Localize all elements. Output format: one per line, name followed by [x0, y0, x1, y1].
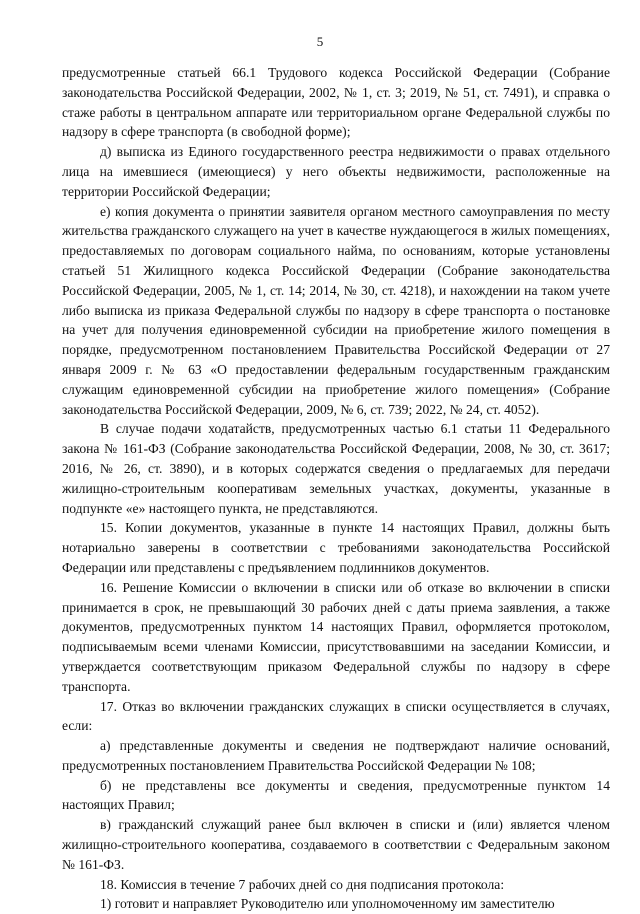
paragraph-16: 16. Решение Комиссии о включении в списки или об отказе во включении в списки принимается в срок, не превышающий 30 рабочих дней с даты приема заявления, а также документов, предусмотренных пунктом 14 настоящих Правил, оформляется протоколом, подписываемым всеми членами Комиссии, присутствовавшими на заседании Комиссии, и утверждается соответствующим приказом Федеральной службы по надзору в сфере транспорта.: [62, 579, 610, 694]
paragraph-17-v: в) гражданский служащий ранее был включен в списки и (или) является членом жилищно-строительного кооператива, создаваемого в соответствии с Федеральным законом № 161-ФЗ.: [62, 817, 610, 872]
paragraph-item-d: д) выписка из Единого государственного реестра недвижимости о правах отдельного лица на имевшиеся (имеющиеся) у него объекты недвижимости, расположенные на территории Российской Федерации;: [62, 144, 610, 199]
paragraph-item-e: е) копия документа о принятии заявителя органом местного самоуправления по месту жительства гражданского служащего на учет в качестве нуждающегося в жилых помещениях, предоставляемых по договорам социального найма, по основаниям, которые установлены статьей 51 Жилищного кодекса Российской Федерации (Собрание законодательства Российской Федерации, 2005, № 1, ст. 14; 2014, № 30, ст. 4218), и нахождении на таком учете либо выписка из приказа Федеральной службы по надзору в сфере транспорта о постановке на учет для получения единовременной субсидии на приобретение жилого помещения в порядке, предусмотренном постановлением Правительства Российской Федерации от 27 января 2009 г. № 63 «О предоставлении федеральным государственным гражданским служащим единовременной субсидии на приобретение жилого помещения» (Собрание законодательства Российской Федерации, 2009, № 6, ст. 739; 2022, № 24, ст. 4052).: [62, 203, 610, 417]
page-number: 5: [316, 34, 324, 49]
paragraph-18: 18. Комиссия в течение 7 рабочих дней со дня подписания протокола:: [100, 876, 505, 892]
paragraph-petitions: В случае подачи ходатайств, предусмотренных частью 6.1 статьи 11 Федерального закона № 161-ФЗ (Собрание законодательства Российской Федерации, 2008, № 30, ст. 3617; 2016, № 26, ст. 3890), и в которых содержатся сведения о предлагаемых для передачи жилищно-строительным кооперативам земельных участках, документы, указанные в подпункте «е» настоящего пункта, не представляются.: [62, 421, 610, 516]
paragraph-17: 17. Отказ во включении гражданских служащих в списки осуществляется в случаях, если:: [62, 698, 610, 734]
paragraph-17-b: б) не представлены все документы и сведения, предусмотренные пунктом 14 настоящих Правил;: [62, 777, 610, 813]
paragraph-17-a: а) представленные документы и сведения не подтверждают наличие оснований, предусмотренных постановлением Правительства Российской Федерации № 108;: [62, 738, 610, 773]
paragraph-continuation: предусмотренные статьей 66.1 Трудового кодекса Российской Федерации (Собрание законодательства Российской Федерации, 2002, № 1, ст. 3; 2019, № 51, ст. 7491), и справка о стаже работы в центральном аппарате или территориальном органе Федеральной службы по надзору в сфере транспорта (в свободной форме);: [62, 65, 610, 140]
document-body: [62, 63, 610, 914]
paragraph-15: 15. Копии документов, указанные в пункте 14 настоящих Правил, должны быть нотариально заверены в соответствии с требованиями законодательства Российской Федерации или представлены с предъявлением подлинников документов.: [62, 520, 610, 575]
paragraph-18-1: 1) готовит и направляет Руководителю или уполномоченному им заместителю: [100, 896, 555, 912]
